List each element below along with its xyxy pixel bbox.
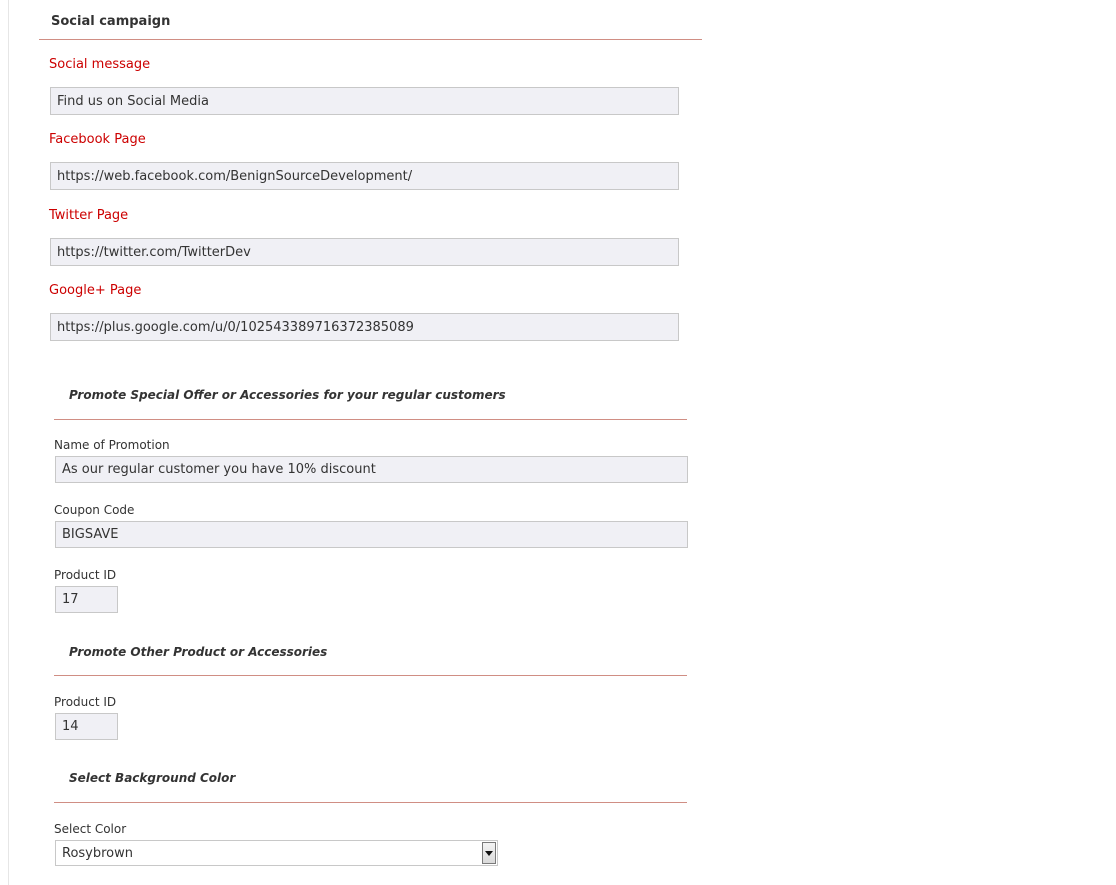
dropdown-arrow-button[interactable] bbox=[482, 842, 496, 864]
google-plus-page-label: Google+ Page bbox=[49, 283, 142, 298]
coupon-code-label: Coupon Code bbox=[54, 503, 135, 517]
social-message-input[interactable]: Find us on Social Media bbox=[50, 87, 679, 115]
twitter-page-label: Twitter Page bbox=[49, 208, 129, 223]
google-plus-page-input[interactable]: https://plus.google.com/u/0/102543389716372385089 bbox=[50, 313, 679, 341]
other-product-id-input[interactable]: 14 bbox=[55, 713, 118, 740]
coupon-code-input[interactable]: BIGSAVE bbox=[55, 521, 688, 548]
section-divider bbox=[54, 675, 687, 676]
section-title-special-offer: Promote Special Offer or Accessories for your regular customers bbox=[69, 388, 506, 402]
twitter-page-input[interactable]: https://twitter.com/TwitterDev bbox=[50, 238, 679, 266]
other-product-id-label: Product ID bbox=[54, 695, 117, 709]
promotion-product-id-label: Product ID bbox=[54, 568, 117, 582]
section-divider bbox=[39, 39, 702, 40]
section-title-background-color: Select Background Color bbox=[69, 771, 236, 785]
promotion-name-label: Name of Promotion bbox=[54, 438, 170, 452]
section-divider bbox=[54, 802, 687, 803]
background-color-select[interactable] bbox=[55, 840, 498, 866]
select-color-label: Select Color bbox=[54, 822, 127, 836]
promotion-name-input[interactable]: As our regular customer you have 10% discount bbox=[55, 456, 688, 483]
left-border bbox=[8, 0, 9, 885]
social-message-label: Social message bbox=[49, 57, 151, 72]
chevron-down-icon bbox=[485, 851, 493, 856]
facebook-page-input[interactable]: https://web.facebook.com/BenignSourceDevelopment/ bbox=[50, 162, 679, 190]
promotion-product-id-input[interactable]: 17 bbox=[55, 586, 118, 613]
section-title-other-product: Promote Other Product or Accessories bbox=[69, 645, 328, 659]
section-title-social-campaign: Social campaign bbox=[51, 14, 171, 29]
section-divider bbox=[54, 419, 687, 420]
background-color-value: Rosybrown bbox=[62, 845, 134, 861]
facebook-page-label: Facebook Page bbox=[49, 132, 146, 147]
